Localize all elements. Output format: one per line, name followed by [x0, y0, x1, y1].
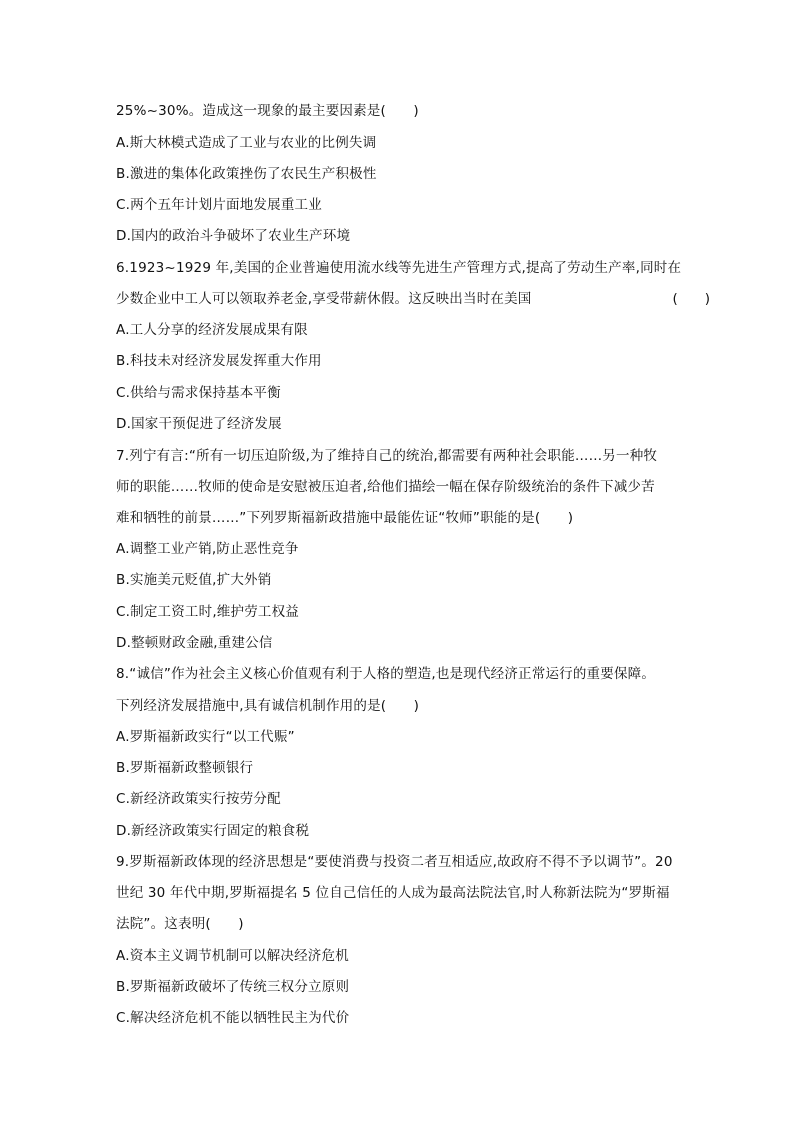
q9-stem-line1: 9.罗斯福新政体现的经济思想是“要使消费与投资二者互相适应,故政府不得不予以调节”。20	[116, 854, 673, 870]
q6-option-a: A.工人分享的经济发展成果有限	[116, 322, 308, 338]
q5-option-d: D.国内的政治斗争破坏了农业生产环境	[116, 228, 351, 244]
q5-stem: 25%~30%。造成这一现象的最主要因素是( )	[116, 103, 419, 119]
q5-option-c: C.两个五年计划片面地发展重工业	[116, 197, 322, 213]
q6-answer-paren: ( )	[672, 291, 710, 307]
q5-option-b: B.激进的集体化政策挫伤了农民生产积极性	[116, 166, 377, 182]
q9-option-b: B.罗斯福新政破坏了传统三权分立原则	[116, 979, 350, 995]
q6-option-d: D.国家干预促进了经济发展	[116, 416, 282, 432]
q9-stem-line3: 法院”。这表明( )	[116, 916, 244, 932]
q7-option-d: D.整顿财政金融,重建公信	[116, 635, 273, 651]
q8-option-a: A.罗斯福新政实行“以工代赈”	[116, 729, 295, 745]
q8-stem-line1: 8.“诚信”作为社会主义核心价值观有利于人格的塑造,也是现代经济正常运行的重要保障。	[116, 666, 656, 682]
q9-option-a: A.资本主义调节机制可以解决经济危机	[116, 948, 349, 964]
q6-stem-line1: 6.1923~1929 年,美国的企业普遍使用流水线等先进生产管理方式,提高了劳动生产率,同时在	[116, 260, 682, 276]
q7-option-a: A.调整工业产销,防止恶性竞争	[116, 541, 299, 557]
q8-stem-line2: 下列经济发展措施中,具有诚信机制作用的是( )	[116, 698, 420, 714]
q8-option-b: B.罗斯福新政整顿银行	[116, 760, 254, 776]
q8-option-d: D.新经济政策实行固定的粮食税	[116, 823, 310, 839]
q7-option-b: B.实施美元贬值,扩大外销	[116, 572, 272, 588]
q8-option-c: C.新经济政策实行按劳分配	[116, 791, 281, 807]
q7-option-c: C.制定工资工时,维护劳工权益	[116, 604, 300, 620]
q7-stem-line1: 7.列宁有言:“所有一切压迫阶级,为了维持自己的统治,都需要有两种社会职能……另一种牧	[116, 448, 658, 464]
q5-option-a: A.斯大林模式造成了工业与农业的比例失调	[116, 135, 377, 151]
q6-stem-line2: 少数企业中工人可以领取养老金,享受带薪休假。这反映出当时在美国	[116, 291, 532, 307]
q7-stem-line3: 难和牺牲的前景……”下列罗斯福新政措施中最能佐证“牧师”职能的是( )	[116, 510, 574, 526]
q7-stem-line2: 师的职能……牧师的使命是安慰被压迫者,给他们描绘一幅在保存阶级统治的条件下减少苦	[116, 479, 655, 495]
q6-option-c: C.供给与需求保持基本平衡	[116, 385, 281, 401]
q9-stem-line2: 世纪 30 年代中期,罗斯福提名 5 位自己信任的人成为最高法院法官,时人称新法院为“罗斯福	[116, 885, 670, 901]
q9-option-c: C.解决经济危机不能以牺牲民主为代价	[116, 1010, 350, 1026]
q6-option-b: B.科技未对经济发展发挥重大作用	[116, 353, 322, 369]
